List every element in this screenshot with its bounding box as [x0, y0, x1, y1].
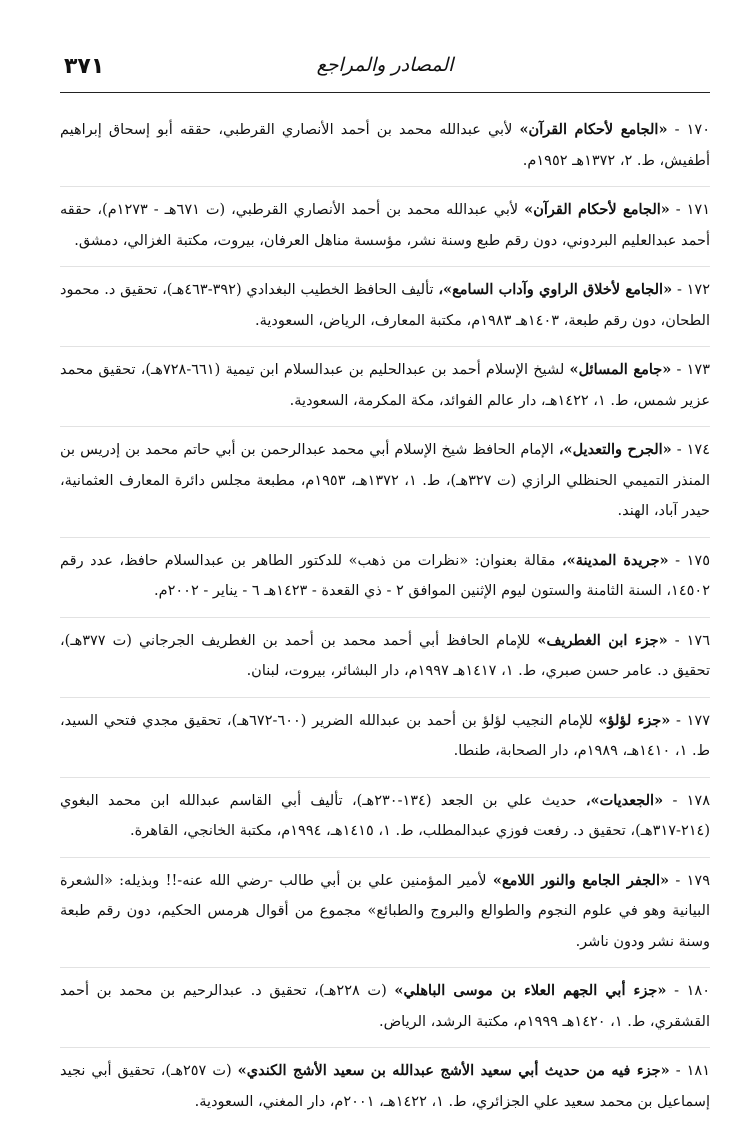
entry-title: «الجفر الجامع والنور اللامع» [492, 871, 670, 889]
entry-body: لشيخ الإسلام أحمد بن عبدالحليم بن عبدالسلام ابن تيمية (٦٦١-٧٢٨هـ)، تحقيق محمد عزير شمس، ط. ١، ١٤٢٢هـ، دار عالم الفوائد، مكة المكرمة، السعودية. [60, 362, 710, 409]
entry-title: «جريدة المدينة»، [562, 551, 669, 569]
entry-number: ١٧٨ - [672, 792, 711, 809]
entry-number: ١٨٠ - [674, 983, 711, 999]
entry-body: للإمام الحافظ أبي أحمد محمد بن أحمد بن الغطريف الجرجاني (ت ٣٧٧هـ)، تحقيق د. عامر حسن صبري، ط. ١، ١٤١٧هـ ١٩٩٧م، دار البشائر، بيروت، لبنان. [60, 632, 710, 679]
entry-body: للإمام النجيب لؤلؤ بن أحمد بن عبدالله الضرير (٦٠٠-٦٧٢هـ)، تحقيق مجدي فتحي السيد، ط. ١، ١٤١٠هـ، ١٩٨٩م، دار الصحابة، طنطا. [60, 712, 710, 759]
bibliography-entry [60, 1056, 710, 1127]
entry-number: ١٧٣ - [676, 362, 711, 378]
bibliography-entry [60, 866, 710, 969]
bibliography-entry [60, 786, 710, 858]
running-title: المصادر والمراجع [316, 54, 454, 76]
page-number: ٣٧١ [64, 54, 105, 79]
entry-title: «جزء لؤلؤ» [598, 711, 671, 729]
bibliography-list [60, 115, 710, 1127]
entry-number: ١٧١ - [675, 202, 711, 218]
entry-body: لأبي عبدالله محمد بن أحمد الأنصاري القرطبي، (ت ٦٧١هـ - ١٢٧٣م)، حققه أحمد عبدالعليم البردوني، دون رقم طبع وسنة نشر، مؤسسة مناهل العرفان، بيروت، مكتبة الغزالي، دمشق. [60, 202, 710, 249]
entry-body: (ت ٢٥٧هـ)، تحقيق أبي نجيد إسماعيل بن محمد سعيد علي الجزائري، ط. ١، ١٤٢٢هـ، ٢٠٠١م، دار المغني، السعودية. [60, 1063, 710, 1110]
entry-body: لأمير المؤمنين علي بن أبي طالب -رضي الله عنه-!! وبذيله: «الشعرة البيانية وهو في علوم النجوم والطوالع والبروج والطبائع» مجموع من أقوال هرمس الحكيم، دون رقم طبعة وسنة نشر ودون ناشر. [60, 872, 710, 950]
entry-number: ١٧٠ - [674, 122, 711, 138]
entry-title: «جزء فيه من حديث أبي سعيد الأشج عبدالله بن سعيد الأشج الكندي» [237, 1062, 670, 1079]
entry-title: «الجامع لأحكام القرآن» [524, 201, 670, 218]
entry-title: «الجامع لأخلاق الراوي وآداب السامع»، [438, 281, 673, 298]
page [60, 44, 711, 1110]
entry-body: مقالة بعنوان: «نظرات من ذهب» للدكتور الطاهر بن عبدالسلام حافظ، عدد رقم ١٤٥٠٢، السنة الثامنة والستون ليوم الإثنين الموافق ٢ - ذي القعدة - ١٤٢٣هـ ٦ - يناير - ٢٠٠٢م. [60, 552, 710, 599]
bibliography-entry [60, 626, 710, 698]
entry-number: ١٧٤ - [676, 442, 711, 458]
entry-title: «الجامع لأحكام القرآن» [519, 121, 668, 138]
entry-body: حديث علي بن الجعد (١٣٤-٢٣٠هـ)، تأليف أبي القاسم عبدالله ابن محمد البغوي (٢١٤-٣١٧هـ)، تحقيق د. رفعت فوزي عبدالمطلب، ط. ١، ١٤١٥هـ، ١٩٩٤م، مكتبة الخانجي، القاهرة. [60, 792, 710, 839]
entry-number: ١٧٢ - [676, 282, 711, 298]
bibliography-entry [60, 435, 710, 538]
bibliography-entry [60, 355, 710, 427]
entry-body: (ت ٢٢٨هـ)، تحقيق د. عبدالرحيم بن محمد بن أحمد القشقري، ط. ١، ١٤٢٠هـ ١٩٩٩م، مكتبة الرشد، الرياض. [60, 983, 710, 1030]
bibliography-entry [60, 275, 710, 347]
entry-title: «الجعديات»، [585, 791, 664, 809]
entry-number: ١٧٩ - [675, 872, 711, 889]
bibliography-entry [60, 546, 710, 618]
entry-title: «جزء أبي الجهم العلاء بن موسى الباهلي» [394, 982, 667, 999]
bibliography-entry [60, 976, 710, 1048]
entry-number: ١٧٦ - [674, 632, 711, 649]
bibliography-entry [60, 115, 710, 187]
entry-title: «جامع المسائل» [569, 361, 672, 378]
entry-number: ١٨١ - [675, 1063, 711, 1079]
bibliography-entry [60, 706, 710, 778]
entry-number: ١٧٥ - [675, 552, 710, 569]
entry-body: لأبي عبدالله محمد بن أحمد الأنصاري القرطبي، حققه أبو إسحاق إبراهيم أطفيش، ط. ٢، ١٣٧٢هـ ١٩٥٢م. [60, 122, 710, 169]
entry-body: الإمام الحافظ شيخ الإسلام أبي محمد عبدالرحمن بن أبي حاتم محمد بن إدريس بن المنذر التميمي الحنظلي الرازي (ت ٣٢٧هـ)، ط. ١، ١٣٧٢هـ، ١٩٥٣م، مطبعة مجلس دائرة المعارف العثمانية، حيدر آباد، الهند. [60, 442, 710, 519]
entry-title: «الجرح والتعديل»، [558, 441, 672, 458]
entry-title: «جزء ابن الغطريف» [537, 631, 668, 649]
entry-body: تأليف الحافظ الخطيب البغدادي (٣٩٢-٤٦٣هـ)، تحقيق د. محمود الطحان، دون رقم طبعة، ١٤٠٣هـ ١٩٨٣م، مكتبة المعارف، الرياض، السعودية. [60, 282, 710, 329]
entry-number: ١٧٧ - [676, 712, 710, 729]
page-header [60, 44, 710, 93]
bibliography-entry [60, 195, 710, 267]
